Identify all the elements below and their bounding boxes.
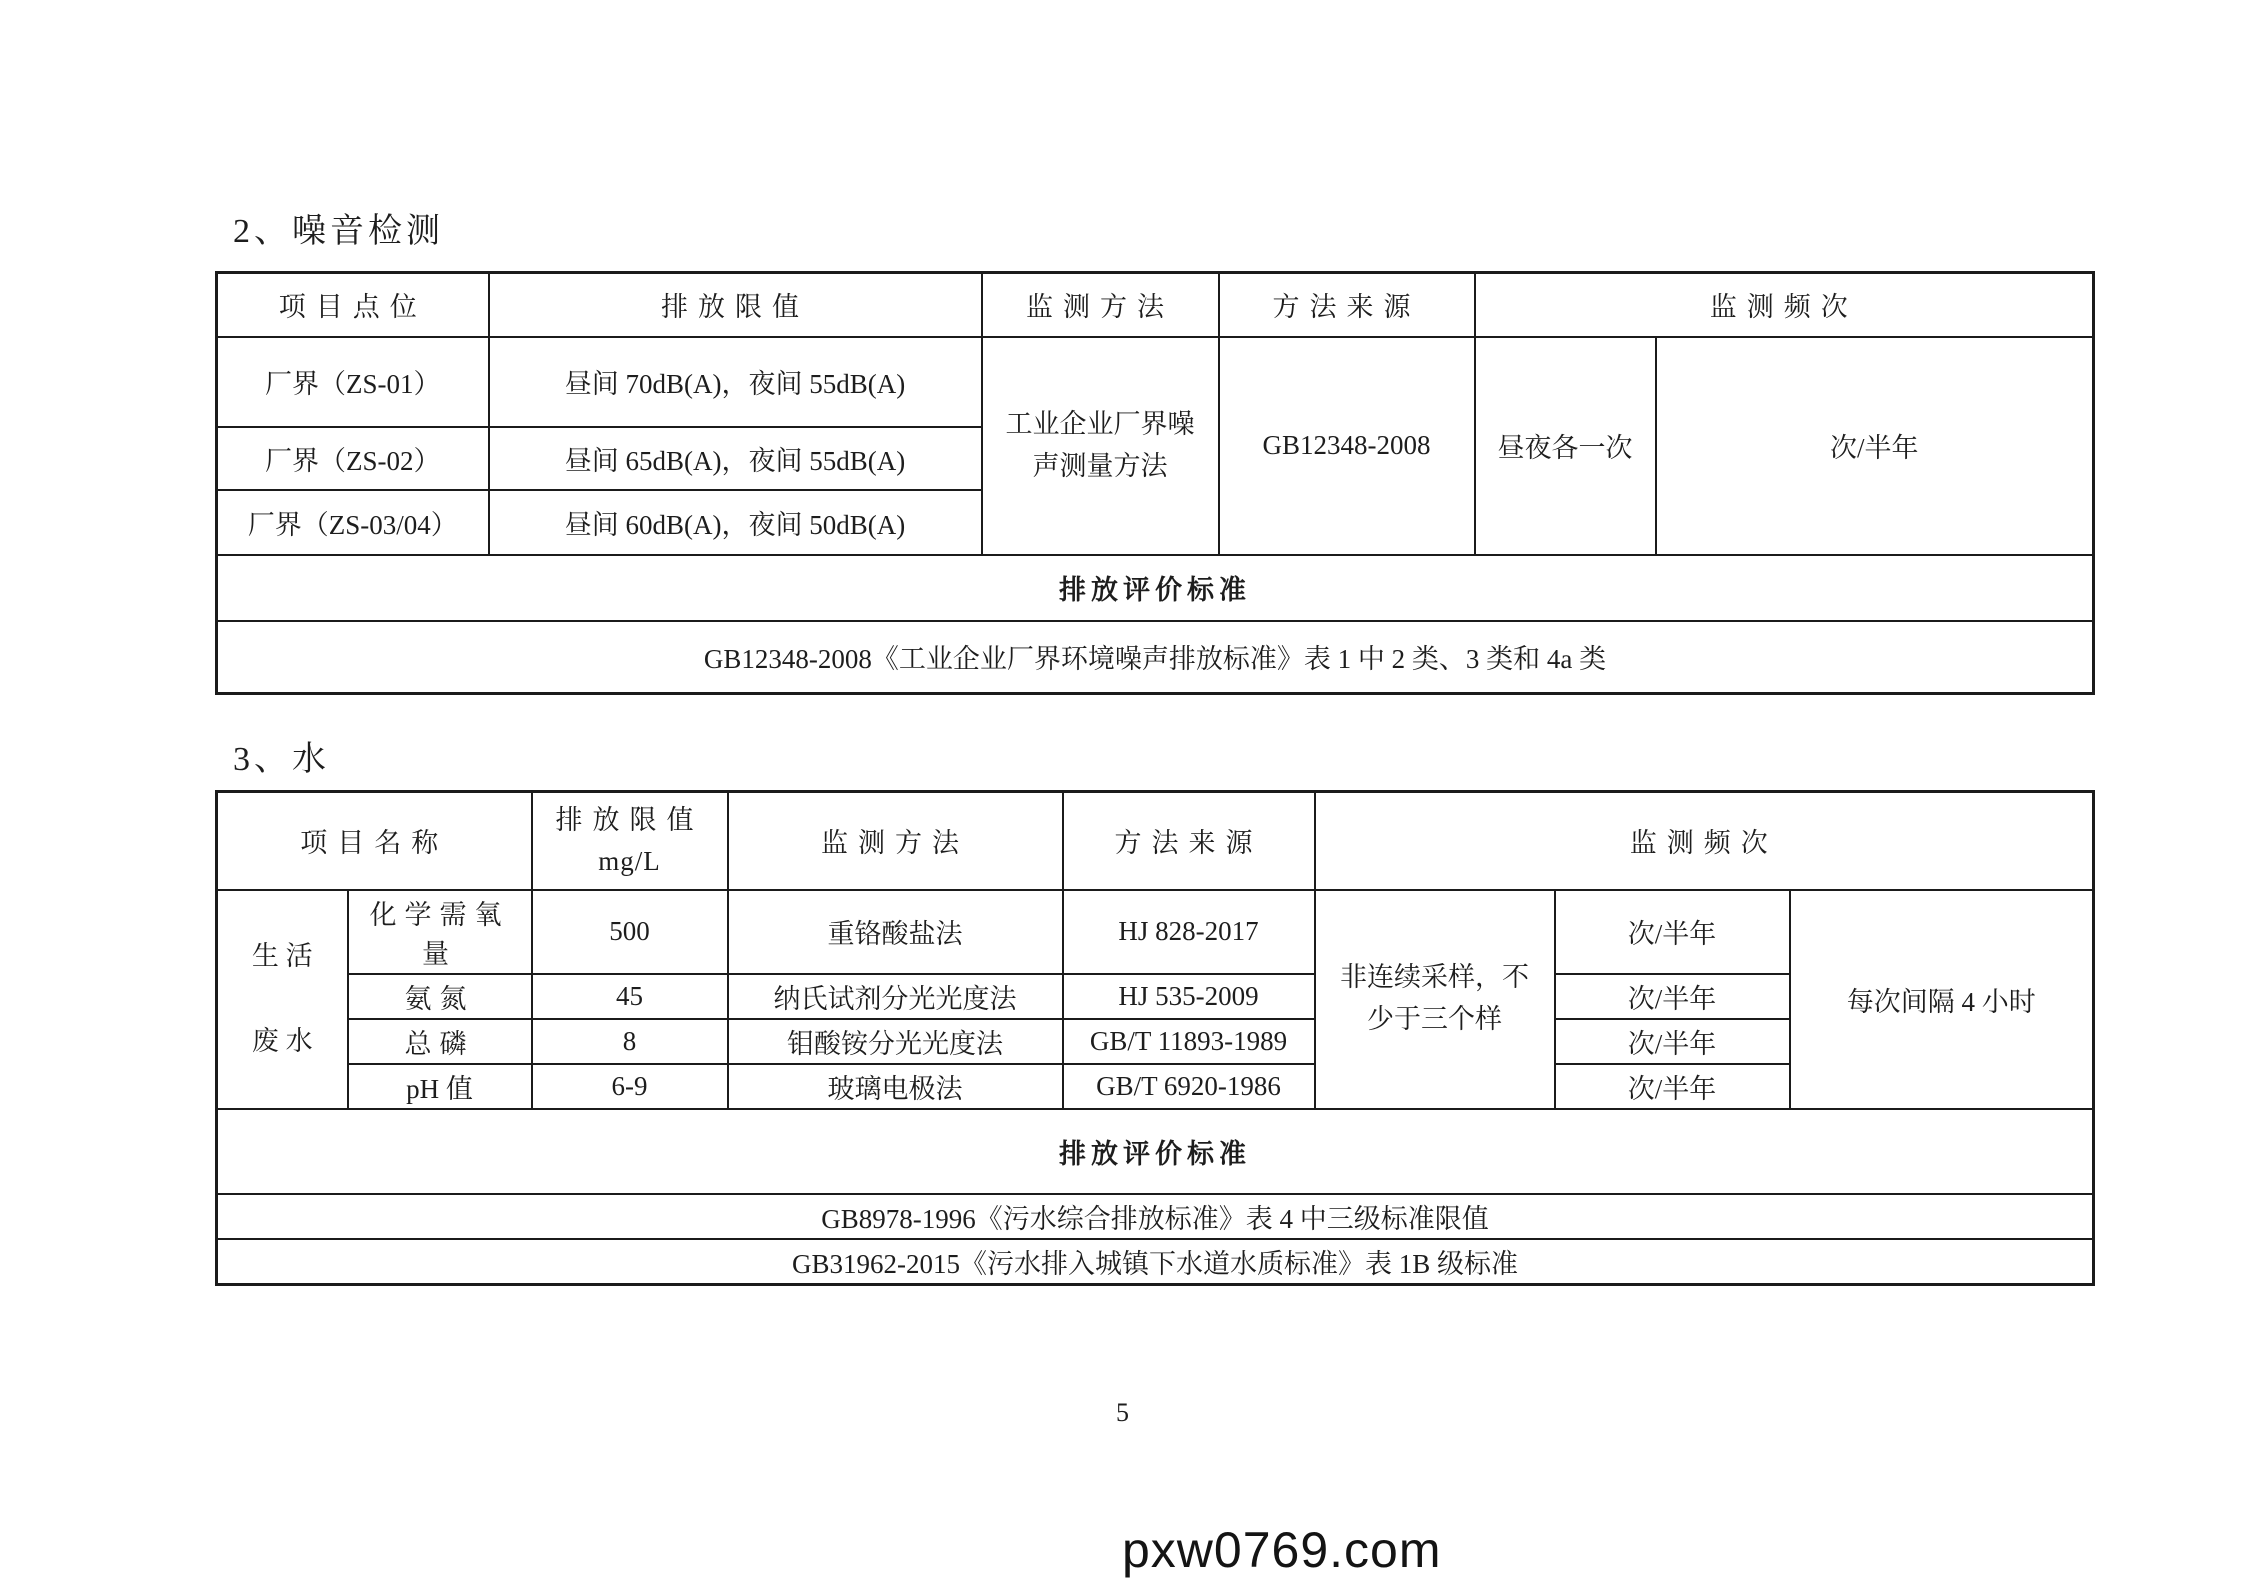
water-group-cell — [217, 890, 348, 1109]
water-group-line1: 生 活 — [251, 940, 313, 971]
water-method-cell: 纳氏试剂分光光度法 — [728, 974, 1063, 1019]
table-row — [217, 890, 2094, 974]
water-frequency-cell: 次/半年 — [1555, 1019, 1790, 1064]
noise-limit-cell: 昼间 60dB(A)，夜间 50dB(A) — [489, 490, 982, 555]
noise-frequency-daynight-cell: 昼夜各一次 — [1475, 337, 1656, 555]
water-limit-cell: 45 — [532, 974, 728, 1019]
water-header-method: 监测方法 — [728, 792, 1063, 890]
water-eval-standard-row — [217, 1239, 2094, 1285]
noise-section-heading: 2、噪音检测 — [233, 213, 444, 250]
water-sampling-cell — [1315, 890, 1555, 1109]
noise-frequency-rate-cell: 次/半年 — [1656, 337, 2094, 555]
noise-limit-cell: 昼间 65dB(A)，夜间 55dB(A) — [489, 427, 982, 490]
water-limit-cell: 8 — [532, 1019, 728, 1064]
water-eval-label: 排放评价标准 — [217, 1109, 2094, 1194]
water-eval-label-row — [217, 1109, 2094, 1194]
noise-source-cell: GB12348-2008 — [1219, 337, 1475, 555]
water-sampling-line2: 少于三个样 — [1367, 1004, 1502, 1034]
water-method-cell: 玻璃电极法 — [728, 1064, 1063, 1109]
water-header-name: 项目名称 — [217, 792, 532, 890]
water-param-cell: 总磷 — [348, 1019, 532, 1064]
water-frequency-cell: 次/半年 — [1555, 890, 1790, 974]
water-header-limit-line1: 排放限值 — [555, 805, 704, 836]
water-header-limit — [532, 792, 728, 890]
noise-header-limit: 排放限值 — [489, 273, 982, 337]
noise-monitoring-table — [215, 271, 2095, 695]
water-header-source: 方法来源 — [1063, 792, 1315, 890]
water-header-row — [217, 792, 2094, 890]
water-group-line2: 废 水 — [251, 1026, 313, 1056]
noise-point-cell: 厂界（ZS-03/04） — [217, 490, 489, 555]
table-row — [217, 337, 2094, 427]
noise-eval-label-row — [217, 555, 2094, 621]
water-eval-standard-2: GB31962-2015《污水排入城镇下水道水质标准》表 1B 级标准 — [217, 1239, 2094, 1285]
water-sampling-line1: 非连续采样，不 — [1340, 962, 1529, 993]
noise-method-line1: 工业企业厂界噪 — [1005, 408, 1195, 439]
noise-header-method: 监测方法 — [982, 273, 1219, 337]
water-method-cell: 钼酸铵分光光度法 — [728, 1019, 1063, 1064]
noise-point-cell: 厂界（ZS-02） — [217, 427, 489, 490]
noise-eval-label: 排放评价标准 — [217, 555, 2094, 621]
noise-method-line2: 声测量方法 — [1032, 450, 1168, 481]
water-limit-cell: 6-9 — [532, 1064, 728, 1109]
water-source-cell: GB/T 6920-1986 — [1063, 1064, 1315, 1109]
water-eval-standard-row — [217, 1194, 2094, 1239]
water-header-frequency: 监测频次 — [1315, 792, 2094, 890]
noise-eval-standard: GB12348-2008《工业企业厂界环境噪声排放标准》表 1 中 2 类、3 类和 4a 类 — [217, 621, 2094, 694]
water-param-cell: pH 值 — [348, 1064, 532, 1109]
water-monitoring-table — [215, 790, 2095, 1286]
water-header-limit-line2: mg/L — [598, 845, 661, 876]
water-eval-standard-1: GB8978-1996《污水综合排放标准》表 4 中三级标准限值 — [217, 1194, 2094, 1239]
noise-header-row — [217, 273, 2094, 337]
noise-eval-standard-row — [217, 621, 2094, 694]
noise-header-frequency: 监测频次 — [1475, 273, 2094, 337]
noise-point-cell: 厂界（ZS-01） — [217, 337, 489, 427]
water-interval-cell: 每次间隔 4 小时 — [1790, 890, 2094, 1109]
water-param-cell: 氨氮 — [348, 974, 532, 1019]
water-frequency-cell: 次/半年 — [1555, 974, 1790, 1019]
water-frequency-cell: 次/半年 — [1555, 1064, 1790, 1109]
water-source-cell: HJ 828-2017 — [1063, 890, 1315, 974]
water-param-cell: 化学需氧量 — [348, 890, 532, 974]
watermark-text: pxw0769.com — [1122, 1522, 1442, 1578]
noise-header-source: 方法来源 — [1219, 273, 1475, 337]
noise-header-point: 项目点位 — [217, 273, 489, 337]
water-method-cell: 重铬酸盐法 — [728, 890, 1063, 974]
page-number: 5 — [1116, 1398, 1129, 1427]
water-limit-cell: 500 — [532, 890, 728, 974]
water-source-cell: GB/T 11893-1989 — [1063, 1019, 1315, 1064]
noise-method-cell — [982, 337, 1219, 555]
noise-limit-cell: 昼间 70dB(A)，夜间 55dB(A) — [489, 337, 982, 427]
water-source-cell: HJ 535-2009 — [1063, 974, 1315, 1019]
water-section-heading: 3、水 — [233, 741, 330, 778]
